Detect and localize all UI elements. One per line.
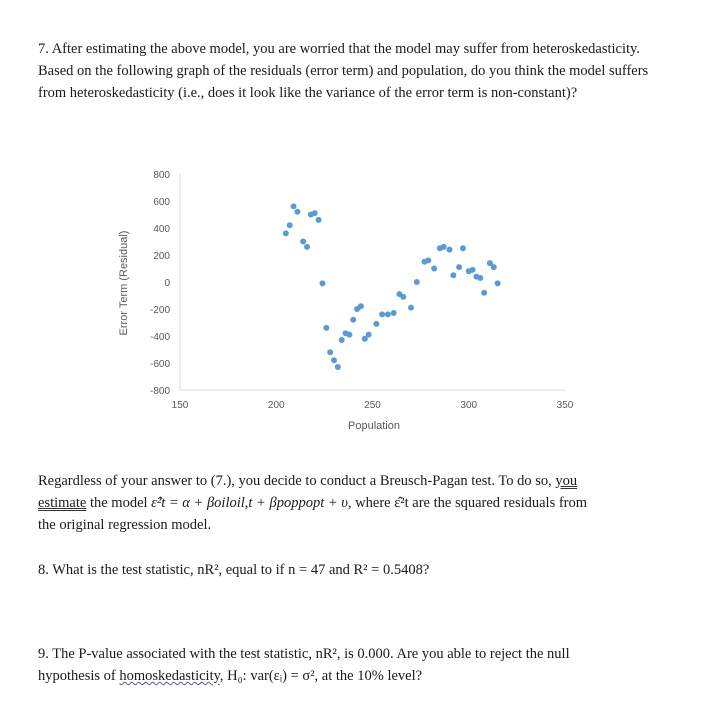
y-tick-label: 0 [164, 278, 170, 289]
x-tick-label: 250 [364, 400, 381, 411]
data-point [291, 203, 297, 209]
breusch-pagan-paragraph [38, 470, 678, 536]
y-tick-label: -200 [149, 305, 170, 316]
data-point [447, 247, 453, 253]
data-point [358, 303, 364, 309]
y-tick-label: 400 [153, 224, 170, 235]
y-tick-label: 600 [153, 197, 170, 208]
data-point [460, 245, 466, 251]
homoskedasticity-link: homoskedasticity [119, 668, 220, 684]
data-point [287, 222, 293, 228]
bp-link-you: you [555, 473, 578, 489]
bp-line2-after: , where ε̂²t are the squared residuals from [347, 495, 588, 511]
y-tick-label: 200 [153, 251, 170, 262]
data-point [373, 321, 379, 327]
question-9-line1: 9. The P-value associated with the test statistic, nR², is 0.000. Are you able to reject the null [38, 646, 570, 662]
bp-line3: the original regression model. [38, 517, 212, 533]
data-point [283, 230, 289, 236]
data-point [319, 280, 325, 286]
question-9-line2-post: , H₀: var(εᵢ) = σ², at the 10% level? [219, 668, 423, 684]
y-tick-label: -800 [149, 386, 170, 397]
bp-equation: ε̂²t = α + βoiloil,t + βpoppopt + υ [151, 495, 348, 511]
data-point [481, 290, 487, 296]
data-point [312, 210, 318, 216]
x-tick-label: 150 [171, 400, 189, 411]
data-point [470, 267, 476, 273]
data-point [335, 364, 341, 370]
data-point [431, 266, 437, 272]
data-point [441, 244, 447, 250]
data-point [323, 325, 329, 331]
data-point [366, 332, 372, 338]
data-point [400, 294, 406, 300]
question-8-text: 8. What is the test statistic, nR², equal to if n = 47 and R² = 0.5408? [38, 562, 430, 578]
data-point [450, 272, 456, 278]
data-point [331, 357, 337, 363]
y-tick-label: -400 [149, 332, 170, 343]
data-point [495, 280, 501, 286]
data-point [327, 349, 333, 355]
data-point [304, 244, 310, 250]
x-tick-label: 300 [460, 400, 478, 411]
bp-line2-mid: the model [89, 495, 148, 511]
x-tick-label: 200 [267, 400, 285, 411]
question-7-text: 7. After estimating the above model, you are worried that the model may suffer from heteroskedasticity. Based on the following graph of the residuals (error term) and population, do you think the model suffers from heteroskedasticity (i.e., does it look like the variance of the error term is non-constant)? [38, 41, 649, 101]
data-point [379, 311, 385, 317]
data-point [456, 264, 462, 270]
x-tick-label: 350 [556, 400, 574, 411]
data-point [425, 257, 431, 263]
data-point [350, 317, 356, 323]
data-point [339, 337, 345, 343]
x-axis-label: Population [348, 420, 400, 432]
data-point [477, 275, 483, 281]
bp-line1-text: Regardless of your answer to (7.), you decide to conduct a Breusch-Pagan test. To do so, [38, 473, 552, 489]
data-point [300, 239, 306, 245]
data-point [316, 217, 322, 223]
data-point [294, 209, 300, 215]
data-point [391, 310, 397, 316]
question-9-line2-pre: hypothesis of [38, 668, 116, 684]
data-point [346, 332, 352, 338]
data-point [491, 264, 497, 270]
y-tick-label: -600 [149, 359, 170, 370]
question-9 [38, 643, 678, 687]
data-point [408, 305, 414, 311]
bp-link-estimate: estimate [38, 495, 87, 511]
data-point [414, 279, 420, 285]
y-axis-label: Error Term (Residual) [118, 230, 130, 336]
data-point [385, 311, 391, 317]
y-tick-label: 800 [153, 170, 170, 181]
